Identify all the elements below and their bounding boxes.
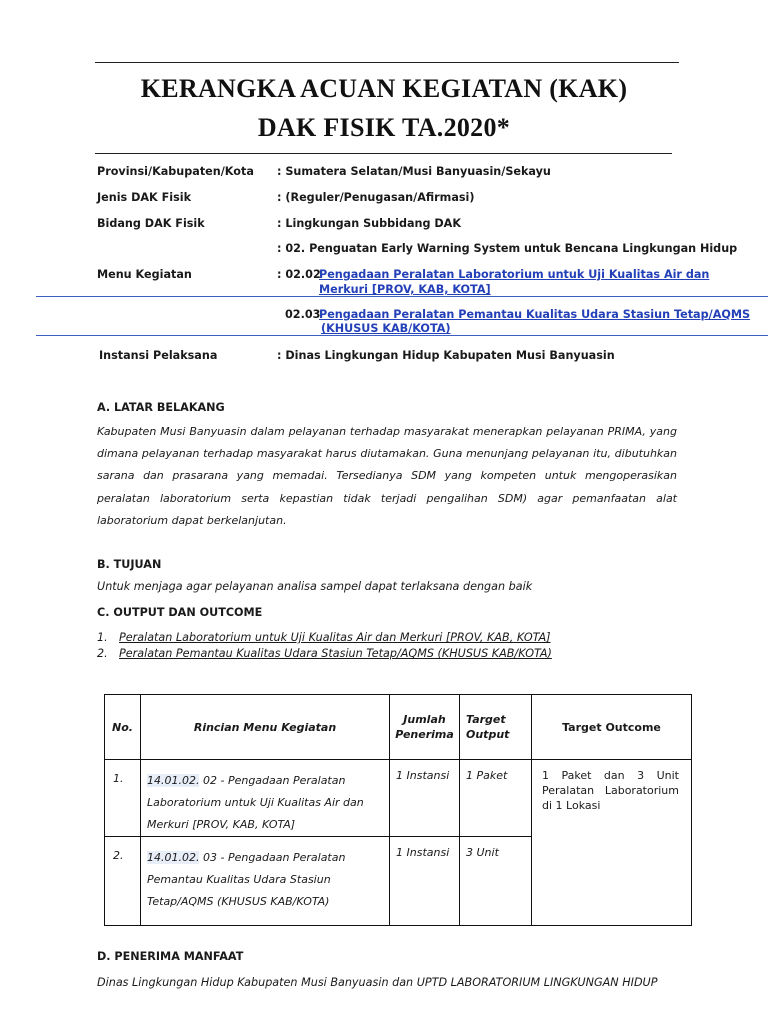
row-rincian xyxy=(141,760,389,836)
menu2-link[interactable]: Pengadaan Peralatan Pemantau Kualitas Udara Stasiun Tetap/AQMS xyxy=(319,308,751,321)
row-target-output: 1 Paket xyxy=(466,769,508,782)
row-target-outcome: 1 Paket dan 3 Unit Peralatan Laboratorium di 1 Lokasi xyxy=(542,769,679,812)
menu2-divider xyxy=(36,335,768,336)
document-subtitle: DAK FISIK TA.2020* xyxy=(257,113,511,142)
header-target-outcome: Target Outcome xyxy=(532,695,692,760)
row-rincian-text: 02 - Pengadaan Peralatan Laboratorium untuk Uji Kualitas Air dan Merkuri [PROV, KAB, KOTA] xyxy=(147,774,364,831)
row-rincian xyxy=(141,837,389,913)
header-no: No. xyxy=(105,695,141,760)
menu1-link[interactable]: Pengadaan Peralatan Laboratorium untuk Uji Kualitas Air dan xyxy=(319,268,710,281)
header-jumlah: Jumlah Penerima xyxy=(390,695,460,760)
row-target-output: 3 Unit xyxy=(466,846,499,859)
menu1-link-cont[interactable]: Merkuri [PROV, KAB, KOTA] xyxy=(319,283,491,296)
menu1-divider xyxy=(36,296,768,297)
jenis-value: : (Reguler/Penugasan/Afirmasi) xyxy=(277,191,475,204)
row-number: 2. xyxy=(113,849,124,862)
list-item-text: Peralatan Laboratorium untuk Uji Kualitas Air dan Merkuri [PROV, KAB, KOTA] xyxy=(119,631,551,644)
row-code: 14.01.02. xyxy=(147,774,200,787)
penguatan-value: : 02. Penguatan Early Warning System untuk Bencana Lingkungan Hidup xyxy=(277,242,738,255)
list-item-text: Peralatan Pemantau Kualitas Udara Stasiun Tetap/AQMS (KHUSUS KAB/KOTA) xyxy=(119,647,552,660)
provinsi-value: : Sumatera Selatan/Musi Banyuasin/Sekayu xyxy=(277,165,551,178)
section-b-heading: B. TUJUAN xyxy=(97,558,162,571)
list-item xyxy=(97,631,551,644)
row-code: 14.01.02. xyxy=(147,851,200,864)
kegiatan-table xyxy=(104,694,692,926)
table-header-row xyxy=(105,695,692,760)
provinsi-label: Provinsi/Kabupaten/Kota xyxy=(97,165,254,178)
table-row xyxy=(105,760,692,837)
list-item-number: 2. xyxy=(97,647,108,660)
menu2-prefix: 02.03 xyxy=(285,308,321,321)
jenis-label: Jenis DAK Fisik xyxy=(97,191,192,204)
header-target-output: Target Output xyxy=(460,695,532,760)
row-rincian-text: 03 - Pengadaan Peralatan Pemantau Kualitas Udara Stasiun Tetap/AQMS (KHUSUS KAB/KOTA) xyxy=(147,851,346,908)
instansi-label: Instansi Pelaksana xyxy=(99,349,218,362)
row-jumlah: 1 Instansi xyxy=(396,769,450,782)
bidang-value: : Lingkungan Subbidang DAK xyxy=(277,217,462,230)
list-item-number: 1. xyxy=(97,631,108,644)
menu-label: Menu Kegiatan xyxy=(97,268,192,281)
header-rincian: Rincian Menu Kegiatan xyxy=(141,695,390,760)
top-rule xyxy=(95,62,679,63)
section-b-text: Untuk menjaga agar pelayanan analisa sampel dapat terlaksana dengan baik xyxy=(97,580,533,593)
section-a-text: Kabupaten Musi Banyuasin dalam pelayanan terhadap masyarakat menerapkan pelayanan PRIMA, yang dimana pelayanan terhadap masyarakat harus diutamakan. Guna menunjang pelayanan itu, dibutuhkan sarana dan prasarana yang memadai. Tersedianya SDM yang kompeten untuk mengoperasikan peralatan laboratorium serta kepastian tidak terjadi pengalihan SDM) agar pemanfaatan alat laboratorium dapat berkelanjutan. xyxy=(97,425,677,527)
section-c-heading: C. OUTPUT DAN OUTCOME xyxy=(97,606,263,619)
menu2-link-cont[interactable]: (KHUSUS KAB/KOTA) xyxy=(321,322,451,335)
bidang-label: Bidang DAK Fisik xyxy=(97,217,205,230)
document-title: KERANGKA ACUAN KEGIATAN (KAK) xyxy=(140,74,628,103)
section-d-heading: D. PENERIMA MANFAAT xyxy=(97,950,244,963)
list-item xyxy=(97,647,552,660)
section-d-text: Dinas Lingkungan Hidup Kabupaten Musi Banyuasin dan UPTD LABORATORIUM LINGKUNGAN HIDUP xyxy=(97,976,658,989)
row-number: 1. xyxy=(113,772,124,785)
instansi-value: : Dinas Lingkungan Hidup Kabupaten Musi Banyuasin xyxy=(277,349,615,362)
menu1-prefix: : 02.02 xyxy=(277,268,321,281)
section-a-heading: A. LATAR BELAKANG xyxy=(97,401,225,414)
title-bottom-rule xyxy=(95,153,672,154)
row-jumlah: 1 Instansi xyxy=(396,846,450,859)
